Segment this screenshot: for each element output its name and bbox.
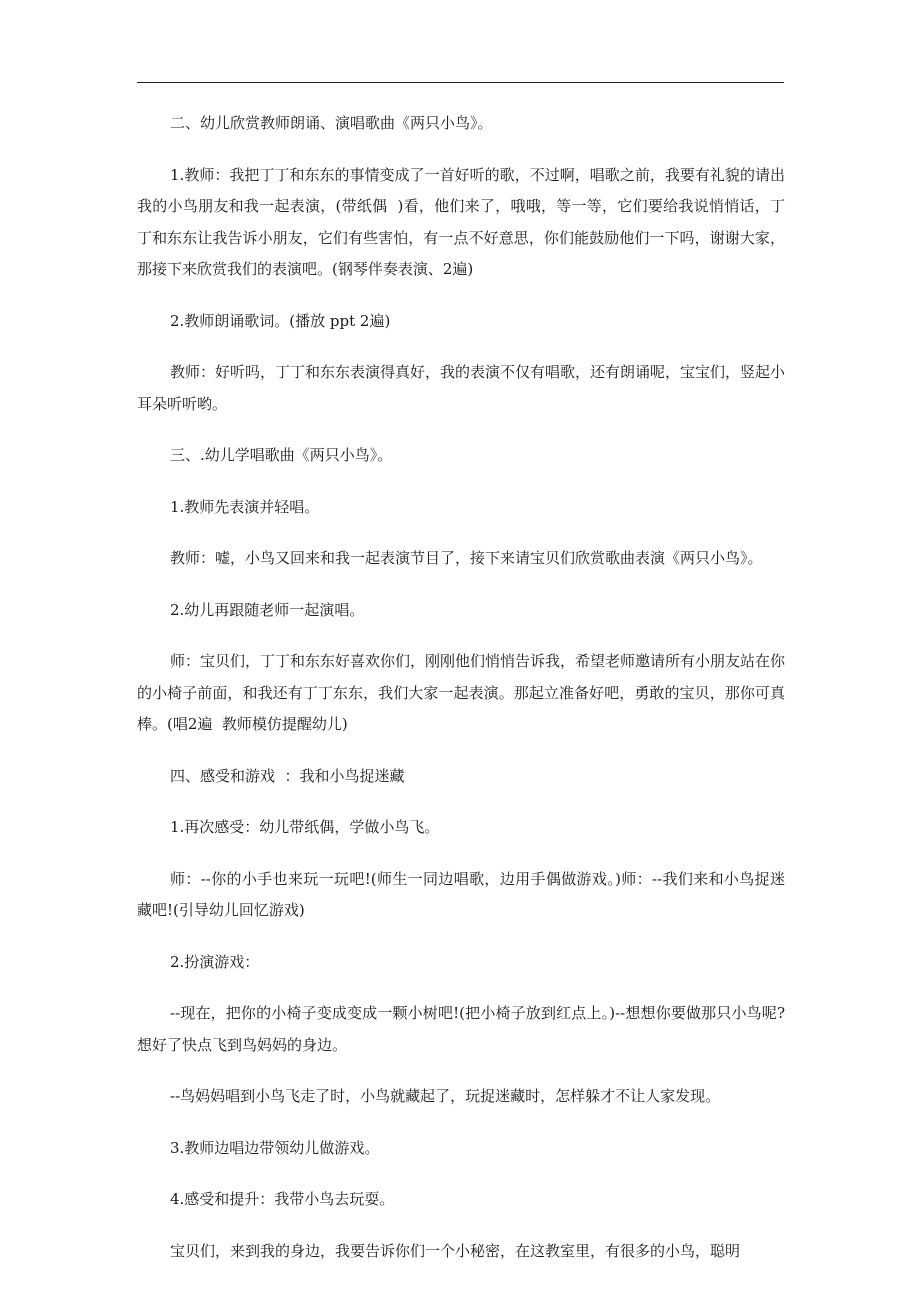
section-heading-4: 四、感受和游戏 ：我和小鸟捉迷藏 (170, 766, 405, 785)
paragraph: --鸟妈妈唱到小鸟飞走了时，小鸟就藏起了，玩捉迷藏时，怎样躲才不让人家发现。 (170, 1087, 721, 1105)
document-body (137, 108, 785, 1287)
paragraph: 3.教师边唱边带领幼儿做游戏。 (170, 1138, 380, 1157)
header-divider (137, 82, 784, 83)
section-heading-2: 二、幼儿欣赏教师朗诵、演唱歌曲《两只小鸟》。 (170, 114, 493, 132)
paragraph: 2.扮演游戏： (170, 952, 260, 971)
paragraph: 教师：好听吗，丁丁和东东表演得真好，我的表演不仅有唱歌，还有朗诵呢，宝宝们，竖起小耳朵听听哟。 (137, 363, 786, 413)
paragraph: 1.教师：我把丁丁和东东的事情变成了一首好听的歌，不过啊，唱歌之前，我要有礼貌的请出我的小鸟朋友和我一起表演，(带纸偶 )看，他们来了，哦哦，等一等，它们要给我说悄悄话，丁丁和东东让我告诉小朋友，它们有些害怕，有一点不好意思，你们能鼓励他们一下吗，谢谢大家，那接下来欣赏我们的表演吧。(钢琴伴奏表演、2遍) (137, 165, 785, 278)
paragraph: 2.教师朗诵歌词。(播放 ppt 2遍) (170, 311, 391, 330)
section-heading-3: 三、.幼儿学唱歌曲《两只小鸟》。 (170, 446, 393, 464)
paragraph: 1.教师先表演并轻唱。 (170, 497, 320, 516)
paragraph: 宝贝们，来到我的身边，我要告诉你们一个小秘密，在这教室里，有很多的小鸟，聪明 (170, 1241, 741, 1260)
paragraph: 教师：嘘，小鸟又回来和我一起表演节目了，接下来请宝贝们欣赏歌曲表演《两只小鸟》。 (170, 549, 763, 567)
paragraph: 4.感受和提升：我带小鸟去玩耍。 (170, 1190, 395, 1208)
paragraph: 2.幼儿再跟随老师一起演唱。 (170, 600, 365, 619)
paragraph: --现在，把你的小椅子变成变成一颗小树吧!(把小椅子放到红点上。)--想想你要做那只小鸟呢?想好了快点飞到鸟妈妈的身边。 (137, 1004, 785, 1054)
paragraph: 师：--你的小手也来玩一玩吧!(师生一同边唱歌，边用手偶做游戏。)师：--我们来和小鸟捉迷藏吧!(引导幼儿回忆游戏) (137, 869, 785, 919)
paragraph: 师：宝贝们，丁丁和东东好喜欢你们，刚刚他们悄悄告诉我，希望老师邀请所有小朋友站在你的小椅子前面，和我还有丁丁东东，我们大家一起表演。那起立准备好吧，勇敢的宝贝，那你可真棒。(唱2遍 教师模仿提醒幼儿) (137, 652, 786, 733)
paragraph: 1.再次感受：幼儿带纸偶，学做小鸟飞。 (170, 818, 440, 836)
